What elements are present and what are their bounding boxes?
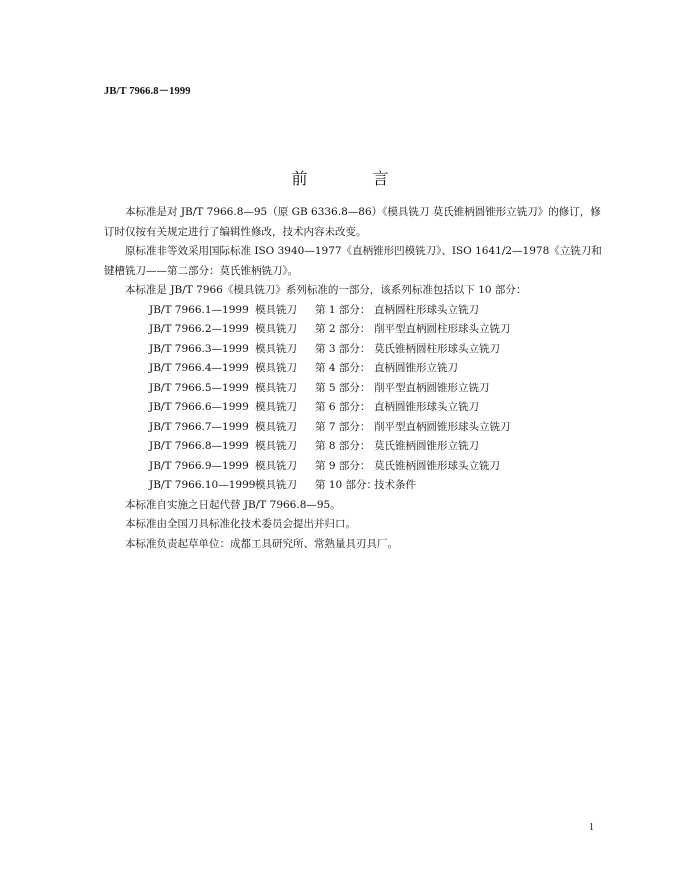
- product-name: 模具铣刀: [255, 342, 297, 355]
- standard-code-header: JB/T 7966.8－1999: [104, 86, 191, 97]
- part-title: 直柄圆柱形球头立铣刀: [374, 303, 479, 316]
- page-title: 前 言: [291, 169, 419, 188]
- part-title: 直柄圆锥形立铣刀: [374, 362, 458, 374]
- series-list-item: [104, 457, 604, 477]
- part-number: 第 6 部分：: [315, 401, 371, 413]
- product-name: 模具铣刀: [255, 362, 297, 374]
- series-list-item: [104, 301, 604, 321]
- part-number: 第 5 部分：: [315, 381, 371, 394]
- part-number: 第 4 部分：: [315, 362, 371, 374]
- series-list-item: [104, 320, 604, 340]
- part-number: 第 1 部分：: [315, 303, 371, 316]
- part-title: 直柄圆锥形球头立铣刀: [374, 401, 479, 413]
- series-list-item: [104, 437, 604, 457]
- part-title: 削平型直柄圆柱形球头立铣刀: [374, 323, 511, 335]
- product-name: 模具铣刀: [255, 323, 297, 335]
- standard-code: JB/T 7966.5—1999: [149, 381, 249, 394]
- part-number: 第 7 部分：: [315, 420, 371, 433]
- part-number: 第 10 部分：: [315, 479, 378, 491]
- part-title: 削平型直柄圆锥形球头立铣刀: [374, 420, 511, 433]
- standard-code: JB/T 7966.6—1999: [149, 401, 249, 413]
- product-name: 模具铣刀: [255, 459, 297, 472]
- standard-code: JB/T 7966.9—1999: [149, 459, 249, 472]
- series-list-item: [104, 476, 604, 496]
- part-title: 技术条件: [374, 479, 416, 491]
- document-body: [104, 203, 604, 554]
- paragraph-supersedes: 本标准自实施之日起代替 JB/T 7966.8—95。: [125, 498, 341, 511]
- paragraph-iso-reference: 原标准非等效采用国际标准 ISO 3940—1977《直柄锥形凹模铣刀》、ISO 1641/2—1978《立铣刀和键槽铣刀——第二部分：莫氏锥柄铣刀》。: [104, 245, 602, 277]
- page-number: 1: [589, 822, 594, 833]
- paragraph-committee: 本标准由全国刀具标准化技术委员会提出并归口。: [125, 518, 356, 530]
- standard-code: JB/T 7966.8—1999: [149, 440, 249, 452]
- product-name: 模具铣刀: [255, 440, 297, 452]
- standard-code: JB/T 7966.3—1999: [149, 342, 249, 355]
- series-list-item: [104, 418, 604, 438]
- paragraph-revision: 本标准是对 JB/T 7966.8—95（原 GB 6336.8—86）《模具铣刀 莫氏锥柄圆锥形立铣刀》的修订，修订时仅按有关规定进行了编辑性修改，技术内容未改变。: [104, 206, 601, 238]
- product-name: 模具铣刀: [255, 479, 297, 491]
- part-title: 削平型直柄圆锥形立铣刀: [374, 381, 490, 394]
- standard-code: JB/T 7966.2—1999: [149, 323, 249, 335]
- standard-code: JB/T 7966.4—1999: [149, 362, 249, 374]
- part-title: 莫氏锥柄圆锥形立铣刀: [374, 440, 479, 452]
- product-name: 模具铣刀: [255, 420, 297, 433]
- product-name: 模具铣刀: [255, 401, 297, 413]
- part-number: 第 9 部分：: [315, 459, 371, 472]
- paragraph-series-intro: 本标准是 JB/T 7966《模具铣刀》系列标准的一部分，该系列标准包括以下 10 部分：: [125, 284, 527, 296]
- part-number: 第 3 部分：: [315, 342, 371, 355]
- series-list-item: [104, 340, 604, 360]
- series-list-item: [104, 379, 604, 399]
- product-name: 模具铣刀: [255, 303, 297, 316]
- standard-code: JB/T 7966.1—1999: [149, 303, 249, 316]
- product-name: 模具铣刀: [255, 381, 297, 394]
- part-number: 第 8 部分：: [315, 440, 371, 452]
- series-list-item: [104, 398, 604, 418]
- part-number: 第 2 部分：: [315, 323, 371, 335]
- standard-code: JB/T 7966.10—1999: [149, 479, 256, 491]
- paragraph-drafting-units: 本标准负责起草单位：成都工具研究所、常熟量具刃具厂。: [125, 537, 398, 550]
- part-title: 莫氏锥柄圆锥形球头立铣刀: [374, 459, 500, 472]
- series-parts-list: [104, 301, 604, 496]
- standard-code: JB/T 7966.7—1999: [149, 420, 249, 433]
- part-title: 莫氏锥柄圆柱形球头立铣刀: [374, 342, 500, 355]
- series-list-item: [104, 359, 604, 379]
